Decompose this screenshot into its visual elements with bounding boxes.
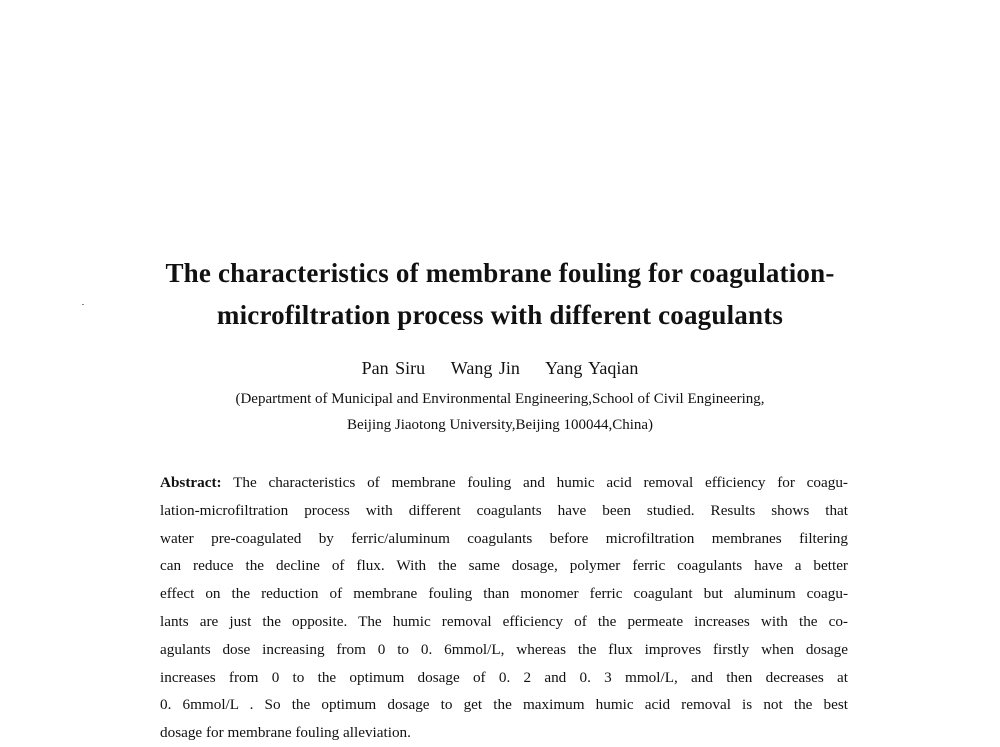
abstract-line: agulants dose increasing from 0 to 0. 6mmol/L, whereas the flux improves firstly when dosage <box>160 640 848 658</box>
affiliation-line-2: Beijing Jiaotong University,Beijing 100044,China) <box>346 417 654 433</box>
scan-speck <box>82 304 84 305</box>
abstract-line: dosage for membrane fouling alleviation. <box>160 724 411 742</box>
affiliation-line-1: (Department of Municipal and Environmental Engineering,School of Civil Engineering, <box>235 391 765 407</box>
paper-title <box>100 252 900 336</box>
abstract-label: Abstract: <box>160 474 222 491</box>
affiliation <box>100 386 900 438</box>
title-line-1: The characteristics of membrane fouling for coagulation- <box>165 258 835 288</box>
abstract-line: water pre-coagulated by ferric/aluminum coagulants before microfiltration membranes filtering <box>160 529 848 547</box>
abstract-line <box>160 469 848 497</box>
abstract-line: 0. 6mmol/L . So the optimum dosage to get the maximum humic acid removal is not the best <box>160 696 848 714</box>
abstract-line: increases from 0 to the optimum dosage of 0. 2 and 0. 3 mmol/L, and then decreases at <box>160 668 848 686</box>
abstract-text: The characteristics of membrane fouling and humic acid removal efficiency for coagu- <box>221 474 848 491</box>
abstract-line: effect on the reduction of membrane fouling than monomer ferric coagulant but aluminum coagu- <box>160 585 848 603</box>
abstract-line: can reduce the decline of flux. With the same dosage, polymer ferric coagulants have a better <box>160 557 848 575</box>
abstract-line: lants are just the opposite. The humic removal efficiency of the permeate increases with the co- <box>160 612 848 630</box>
abstract <box>160 469 848 747</box>
author-list: Pan Siru Wang Jin Yang Yaqian <box>361 358 639 378</box>
title-line-2: microfiltration process with different coagulants <box>216 300 784 330</box>
abstract-line: lation-microfiltration process with different coagulants have been studied. Results shows that <box>160 501 848 519</box>
